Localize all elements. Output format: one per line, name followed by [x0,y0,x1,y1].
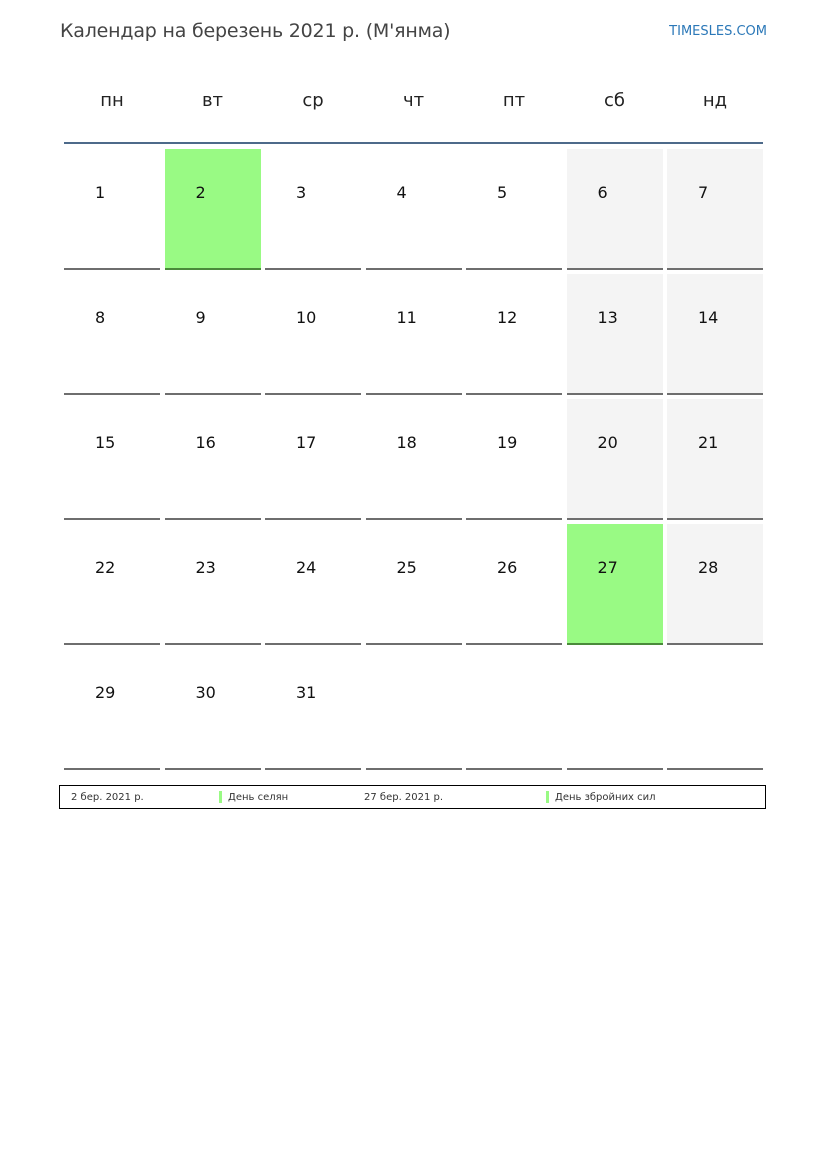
brand-link[interactable]: TIMESLES.COM [669,24,767,39]
day-cell [64,149,160,270]
day-cell [265,274,361,395]
empty-day-cell [667,649,763,770]
day-cell [567,399,663,520]
day-cell [466,524,562,645]
header-divider [64,142,763,144]
day-cell [667,399,763,520]
page-title: Календар на березень 2021 р. (М'янма) [60,20,451,42]
day-number: 24 [296,558,317,577]
day-number: 20 [597,433,618,452]
day-cell [64,649,160,770]
day-number: 27 [597,558,618,577]
weekday-label: нд [702,90,728,111]
day-cell [265,524,361,645]
day-number: 14 [698,308,719,327]
day-number: 12 [497,308,518,327]
day-number: 31 [296,683,317,702]
day-cell [466,149,562,270]
calendar-grid [64,149,763,770]
day-cell [366,399,462,520]
empty-day-cell [567,649,663,770]
weekday-label: вт [201,90,224,111]
day-cell [667,274,763,395]
day-cell [466,274,562,395]
day-cell [64,399,160,520]
legend-date: 27 бер. 2021 р. [364,792,444,803]
day-number: 1 [95,183,106,202]
day-number: 9 [195,308,206,327]
day-number: 25 [396,558,417,577]
day-cell [265,649,361,770]
day-number: 11 [396,308,417,327]
day-number: 15 [95,433,116,452]
day-number: 5 [497,183,508,202]
weekday-label: пн [100,90,124,111]
legend-date: 2 бер. 2021 р. [71,792,144,803]
day-cell [567,274,663,395]
day-number: 2 [195,183,206,202]
day-cell [567,524,663,645]
holiday-legend [59,785,766,809]
day-number: 10 [296,308,317,327]
day-number: 22 [95,558,116,577]
day-number: 21 [698,433,719,452]
day-cell [265,399,361,520]
day-number: 30 [195,683,216,702]
day-cell [567,149,663,270]
day-number: 23 [195,558,216,577]
day-number: 8 [95,308,106,327]
weekday-label: сб [604,90,625,111]
day-number: 3 [296,183,307,202]
day-cell [64,274,160,395]
day-number: 16 [195,433,216,452]
day-cell [667,149,763,270]
legend-holiday-name: День селян [228,792,289,803]
holiday-color-marker [546,791,549,803]
holiday-color-marker [219,791,222,803]
day-cell [667,524,763,645]
day-cell [466,399,562,520]
day-number: 18 [396,433,417,452]
day-cell [366,149,462,270]
weekday-label: ср [302,90,324,111]
day-number: 19 [497,433,518,452]
empty-day-cell [366,649,462,770]
day-cell [165,274,261,395]
day-number: 26 [497,558,518,577]
day-number: 6 [597,183,608,202]
empty-day-cell [466,649,562,770]
day-cell [265,149,361,270]
day-number: 13 [597,308,618,327]
day-cell [64,524,160,645]
legend-holiday-name: День збройних сил [555,792,656,803]
day-number: 7 [698,183,709,202]
day-number: 17 [296,433,317,452]
day-cell [165,149,261,270]
day-number: 28 [698,558,719,577]
weekday-label: пт [502,90,526,111]
day-number: 4 [396,183,407,202]
day-cell [165,524,261,645]
day-cell [366,524,462,645]
day-cell [366,274,462,395]
weekday-label: чт [402,90,425,111]
day-cell [165,399,261,520]
day-cell [165,649,261,770]
weekday-header-row [64,90,763,120]
day-number: 29 [95,683,116,702]
